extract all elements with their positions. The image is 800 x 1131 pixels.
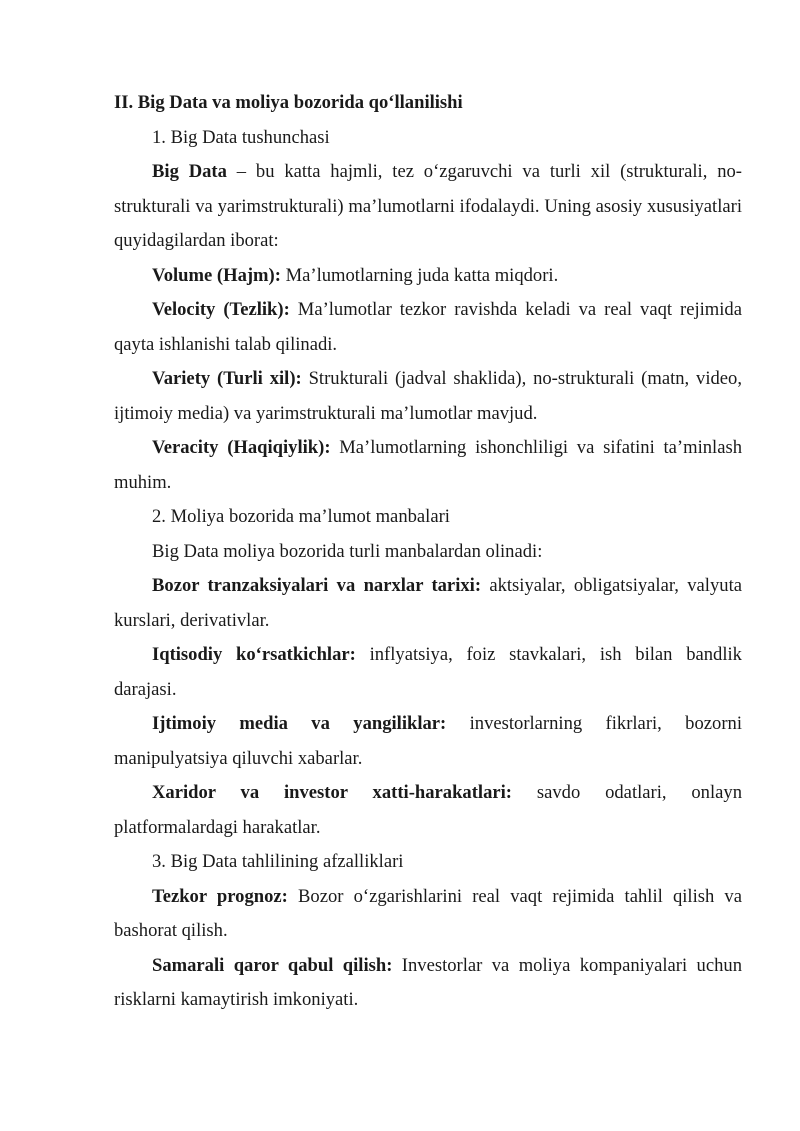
list-item: [114, 569, 742, 638]
list-item: [114, 362, 742, 431]
item-text: inflyatsiya, foiz stavkalari, ish bilan bandlik darajasi.: [114, 644, 742, 700]
item-text: Ma’lumotlarning juda katta miqdori.: [280, 264, 559, 286]
item-term: Variety (Turli xil):: [152, 368, 302, 389]
definition-paragraph: [114, 155, 742, 259]
lead-paragraph: Big Data moliya bozorida turli manbalardan olinadi:: [152, 540, 543, 562]
item-text: investorlarning fikrlari, bozorni manipulyatsiya qiluvchi xabarlar.: [114, 713, 742, 769]
item-text: savdo odatlari, onlayn platformalardagi harakatlar.: [114, 782, 742, 838]
item-text: Bozor o‘zgarishlarini real vaqt rejimida tahlil qilish va bashorat qilish.: [114, 885, 742, 941]
list-item: [114, 776, 742, 845]
document-title: II. Big Data va moliya bozorida qo‘llanilishi: [114, 92, 463, 113]
list-item: [114, 880, 742, 949]
item-term: Tezkor prognoz:: [152, 885, 288, 907]
list-item: [114, 259, 742, 294]
section-heading: 1. Big Data tushunchasi: [152, 126, 330, 148]
item-text: Investorlar va moliya kompaniyalari uchun risklarni kamaytirish imkoniyati.: [114, 954, 742, 1010]
item-term: Bozor tranzaksiyalari va narxlar tarixi:: [152, 575, 482, 596]
item-term: Iqtisodiy ko‘rsatkichlar:: [152, 644, 356, 665]
list-item: [114, 638, 742, 707]
item-term: Volume (Hajm):: [152, 264, 281, 286]
item-term: Xaridor va investor xatti-harakatlari:: [152, 782, 512, 803]
item-text: Ma’lumotlar tezkor ravishda keladi va real vaqt rejimida qayta ishlanishi talab qilinadi.: [114, 299, 742, 355]
item-text: Ma’lumotlarning ishonchliligi va sifatini ta’minlash muhim.: [114, 437, 742, 493]
section-heading: 2. Moliya bozorida ma’lumot manbalari: [152, 506, 450, 527]
item-term: Samarali qaror qabul qilish:: [152, 954, 393, 976]
list-item: [114, 949, 742, 1018]
list-item: [114, 431, 742, 500]
item-term: Ijtimoiy media va yangiliklar:: [152, 713, 447, 734]
definition-text: – bu katta hajmli, tez o‘zgaruvchi va turli xil (strukturali, no-strukturali va yarimstrukturali) ma’lumotlarni ifodalaydi. Uning asosiy xususiyatlari quyidagilardan iborat:: [114, 161, 742, 251]
item-term: Velocity (Tezlik):: [152, 299, 290, 320]
list-item: [114, 293, 742, 362]
list-item: [114, 707, 742, 776]
definition-term: Big Data: [152, 161, 227, 182]
item-text: aktsiyalar, obligatsiyalar, valyuta kurslari, derivativlar.: [114, 575, 742, 631]
document-page: [114, 86, 742, 1018]
item-term: Veracity (Haqiqiylik):: [152, 437, 331, 458]
item-text: Strukturali (jadval shaklida), no-strukturali (matn, video, ijtimoiy media) va yarimstrukturali ma’lumotlar mavjud.: [114, 368, 742, 424]
section-heading: 3. Big Data tahlilining afzalliklari: [152, 851, 404, 872]
